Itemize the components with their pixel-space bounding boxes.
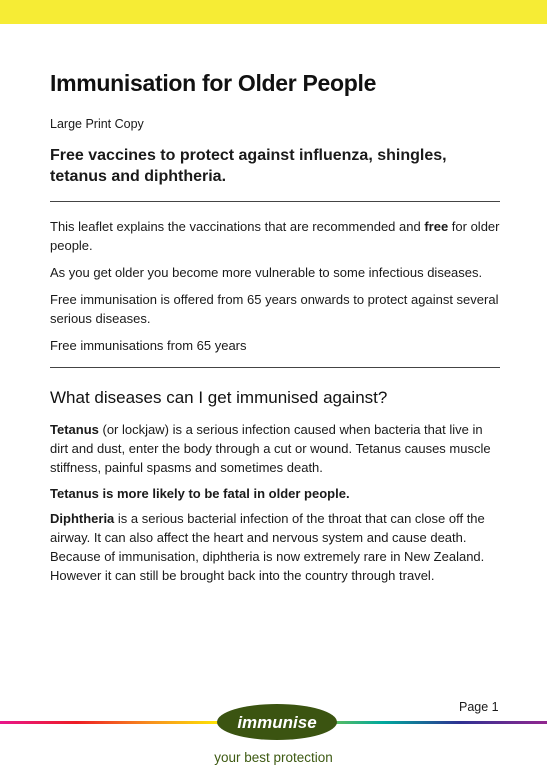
logo-text: immunise [237, 713, 317, 732]
page-number: Page 1 [459, 700, 499, 714]
intro-bold: free [424, 219, 449, 234]
tetanus-term: Tetanus [50, 422, 99, 437]
paragraph-from-65: Free immunisations from 65 years [50, 338, 247, 353]
lead-paragraph: Free vaccines to protect against influenza, shingles, tetanus and diphtheria. [50, 147, 447, 185]
subtitle: Large Print Copy [50, 117, 144, 131]
divider [50, 201, 500, 202]
intro-paragraph [50, 217, 500, 255]
intro-text-end: for older people. [50, 219, 500, 253]
tetanus-warning: Tetanus is more likely to be fatal in older people. [50, 486, 350, 501]
intro-text: This leaflet explains the vaccinations that are recommended and [50, 219, 425, 234]
tetanus-paragraph [50, 420, 500, 477]
divider [50, 367, 500, 368]
paragraph-vulnerable: As you get older you become more vulnerable to some infectious diseases. [50, 265, 483, 280]
paragraph-free-immunisation: Free immunisation is offered from 65 years onwards to protect against several serious diseases. [50, 292, 499, 326]
tetanus-text: (or lockjaw) is a serious infection caused when bacteria that live in dirt and dust, enter the body through a cut or wound. Tetanus causes muscle stiffness, painful spasms and sometimes death. [50, 422, 491, 475]
section-heading: What diseases can I get immunised against? [50, 388, 388, 407]
tagline: your best protection [214, 750, 333, 765]
diphtheria-paragraph [50, 509, 500, 585]
diphtheria-term: Diphtheria [50, 511, 115, 526]
page-title: Immunisation for Older People [50, 70, 377, 96]
diphtheria-text: is a serious bacterial infection of the throat that can close off the airway. It can also affect the heart and nervous system and cause death. Because of immunisation, diphtheria is now extremely rare in New Zealand. However it can still be brought back into the country through travel. [50, 511, 485, 583]
document-body [50, 70, 500, 585]
top-color-bar [0, 0, 547, 24]
immunise-logo [216, 700, 338, 744]
